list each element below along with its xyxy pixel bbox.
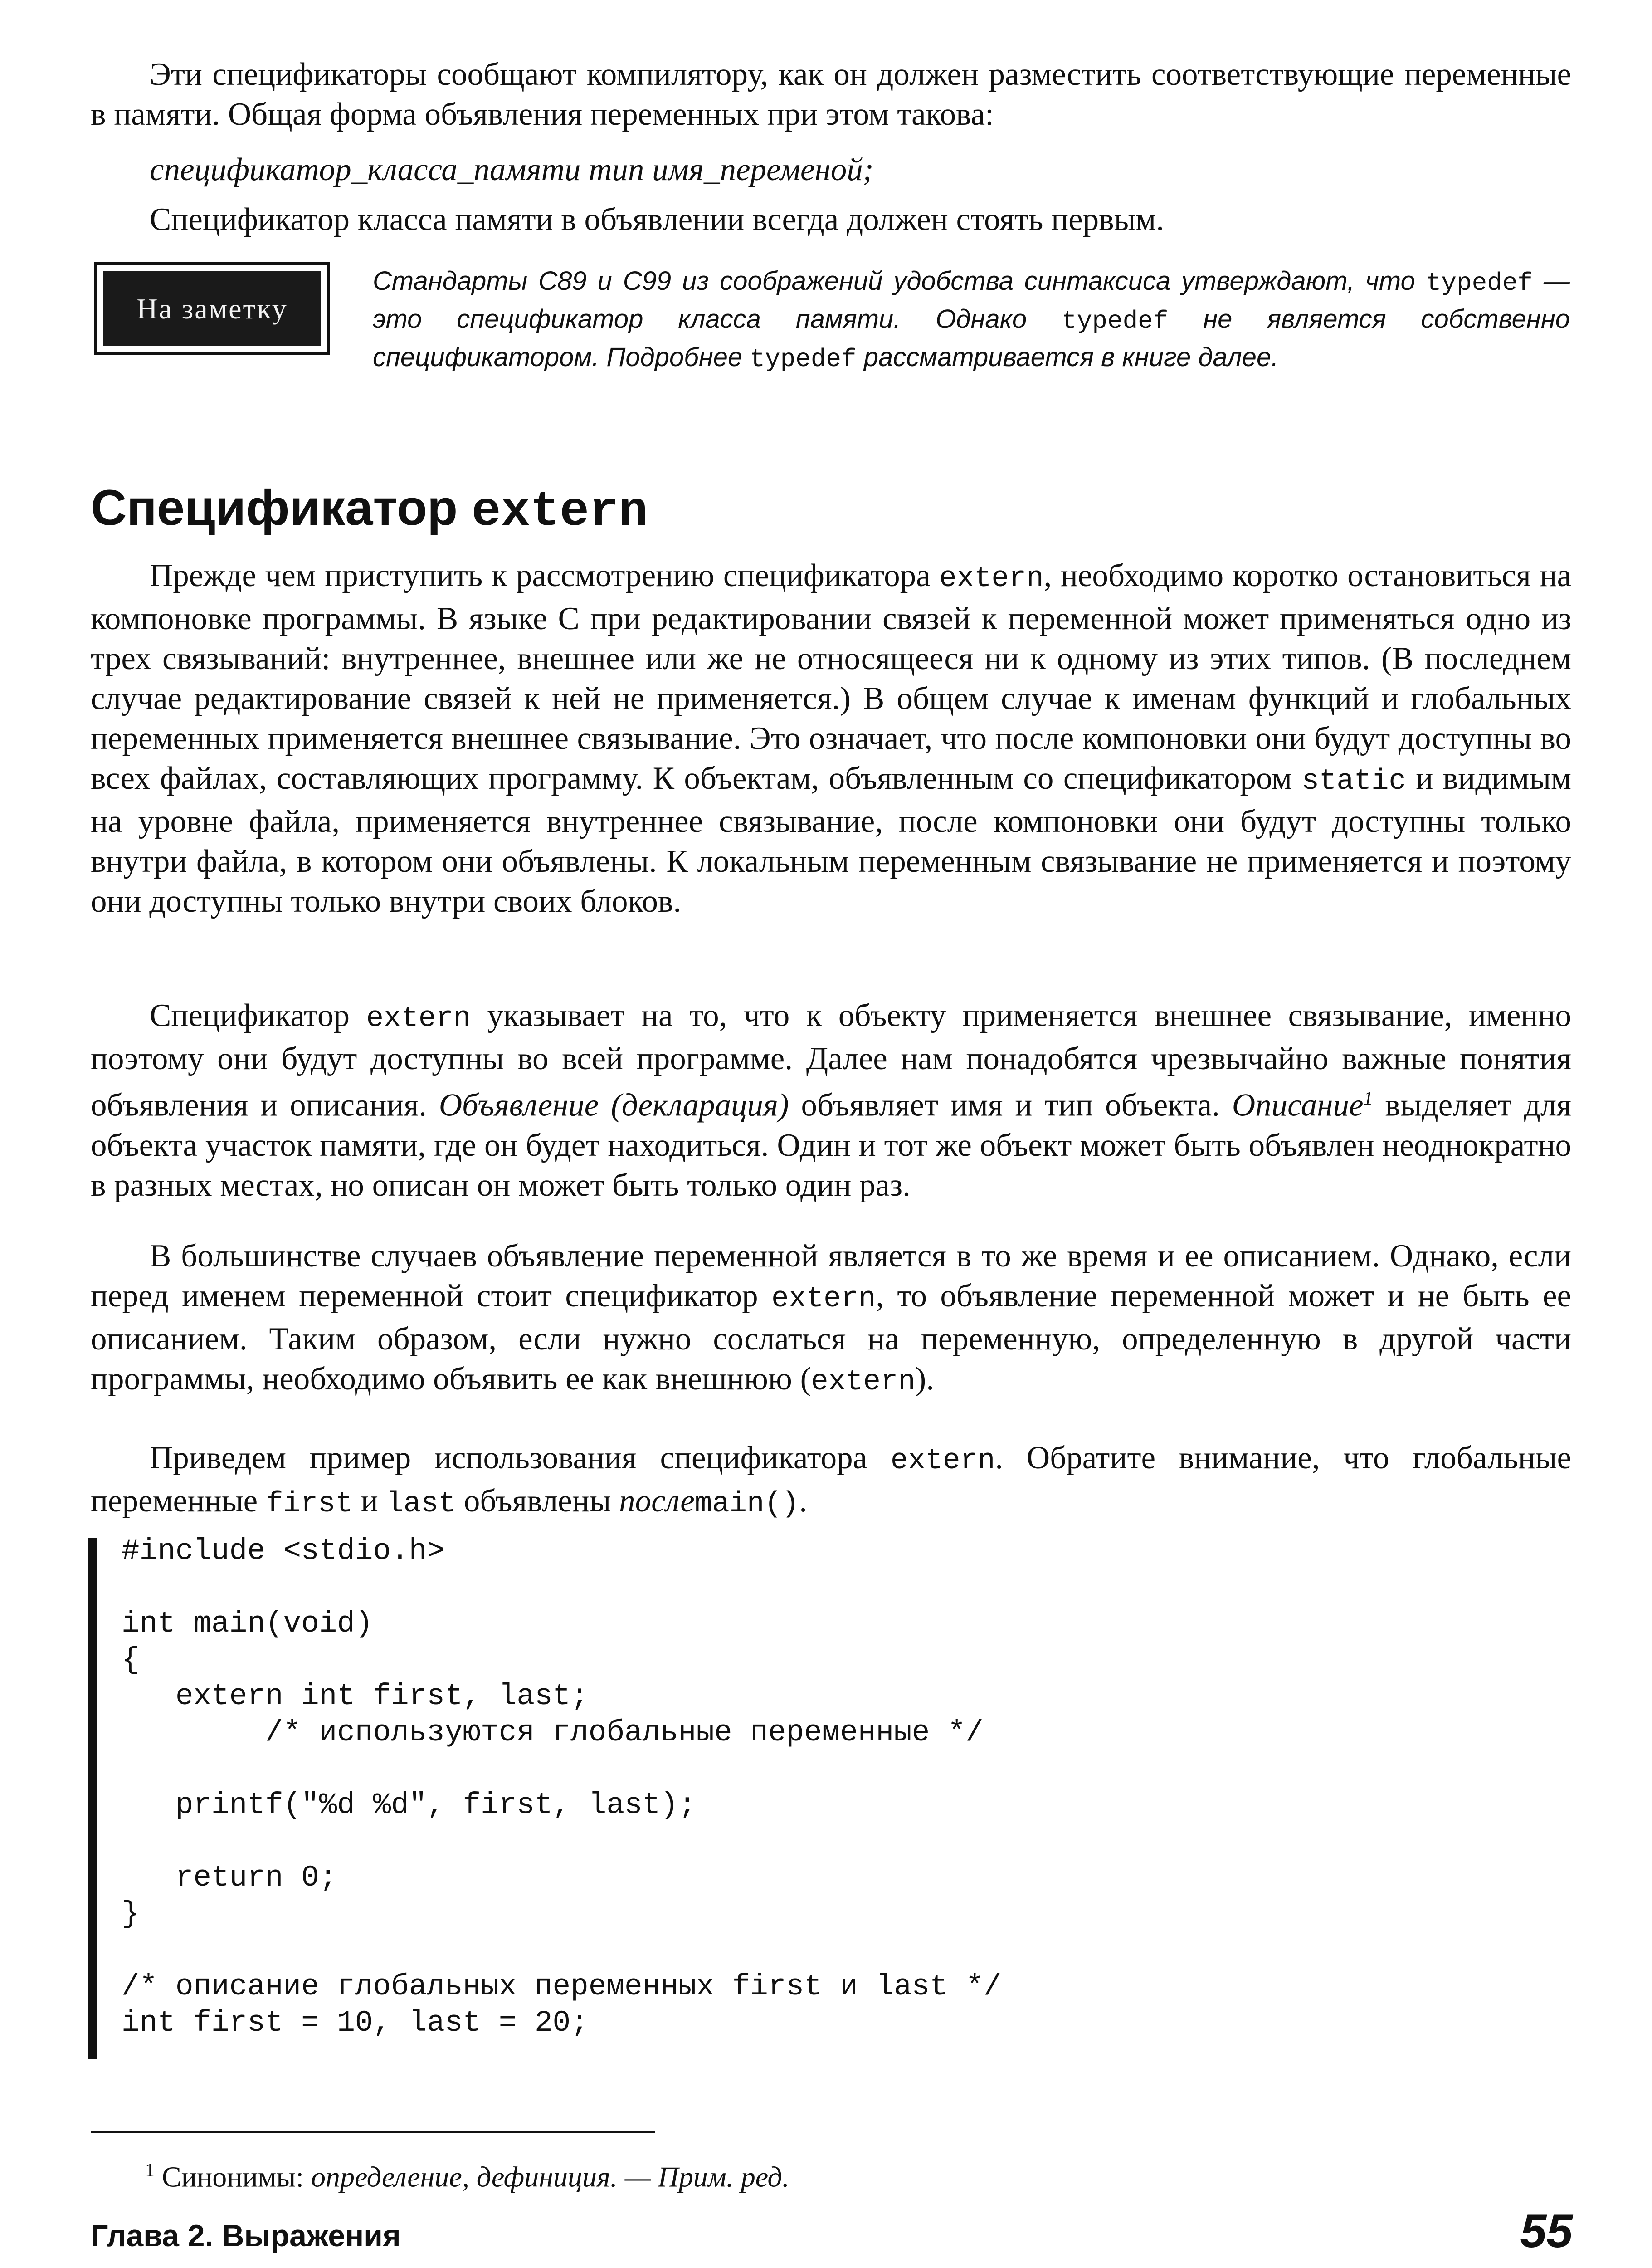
text-run: В большинстве случаев объявление переменной является в то же время и ее описанием. Однако, если перед именем переменной стоит спецификатор [91, 1238, 1571, 1314]
italic-term: после [619, 1483, 695, 1519]
text-run: , то объявление переменной может и не быть ее описанием. Таким образом, если нужно сослаться на переменную, определенную в другой части программы, необходимо объявить ее как внешнюю ( [91, 1278, 1572, 1397]
intro-paragraph [91, 54, 1571, 134]
note-code: typedef [1062, 307, 1169, 336]
code-listing: #include <stdio.h> int main(void) { extern int first, last; /* используются глобальные переменные */ printf("%d %d", first, last); return 0; } /* описание глобальных переменных first и last */ int first = 10, last = 20; [122, 1534, 1002, 2040]
syntax-line: спецификатор_класса_памяти тип имя_переменой; [150, 152, 874, 187]
text-run: и видимым на уровне файла, применяется внутреннее связывание, после компоновки они будут доступны только внутри файла, в котором они объявлены. К локальным переменным связывание не применяется и поэтому они доступны только внутри своих блоков. [91, 761, 1571, 919]
text-run: , необходимо коротко остановиться на компоновке программы. В языке C при редактировании связей к переменной может применяться одно из трех связываний: внутреннее, внешнее или же не относящееся ни к одному из этих типов. (В последнем случае редактирование связей к ней не применяется.) В общем случае к именам функций и глобальных переменных применяется внешнее связывание. Это означает, что после компоновки они будут доступны во всех файлах, составляющих программу. К объектам, объявленным со спецификатором [91, 558, 1571, 796]
footnote-text: Синонимы: [155, 2160, 311, 2193]
note-text [373, 263, 1570, 377]
text-run: . Обратите внимание, что глобальные переменные [91, 1440, 1571, 1519]
text-run: Спецификатор [150, 998, 366, 1033]
text-run: выделяет для объекта участок памяти, где он будет находиться. Один и тот же объект может быть объявлен неоднократно в разных местах, но описан он может быть только один раз. [91, 1087, 1571, 1203]
text-run: объявлены [456, 1483, 619, 1519]
intro-paragraph-2 [91, 200, 1571, 240]
page-number: 55 [1520, 2205, 1573, 2258]
text-run: . [799, 1483, 808, 1519]
inline-code: last [386, 1488, 456, 1520]
italic-term: Объявление (декларация) [439, 1087, 789, 1123]
inline-code: extern [366, 1002, 471, 1035]
section-heading [91, 476, 648, 544]
italic-term: Описание [1232, 1087, 1364, 1123]
note-text-part: рассматривается в книге далее. [856, 342, 1279, 372]
inline-code: first [265, 1488, 353, 1520]
heading-code: extern [471, 484, 648, 540]
paragraph-linkage [91, 556, 1571, 921]
note-badge [94, 262, 330, 355]
text-run: Прежде чем приступить к рассмотрению спецификатора [150, 558, 940, 593]
heading-text: Спецификатор [91, 480, 472, 536]
note-text-part: не является собственно спецификатором. Подробнее [373, 304, 1570, 372]
note-badge-label: На заметку [103, 271, 321, 346]
footnote-ref: 1 [1363, 1088, 1373, 1109]
text-run: ). [915, 1361, 935, 1397]
note-code: typedef [1426, 269, 1533, 298]
chapter-title: Глава 2. Выражения [91, 2219, 401, 2253]
inline-code: extern [939, 562, 1044, 595]
inline-code: extern [890, 1445, 995, 1477]
footnote-divider [91, 2131, 655, 2133]
footnote [145, 2150, 789, 2197]
paragraph-example [91, 1438, 1571, 1524]
text-run: указывает на то, что к объекту применяется внешнее связывание, именно поэтому они будут доступны во всей программе. Далее нам понадобятся чрезвычайно важные понятия объявления и описания. [91, 998, 1571, 1123]
intro-text: Эти спецификаторы сообщают компилятору, как он должен разместить соответствующие переменные в памяти. Общая форма объявления переменных при этом такова: [91, 57, 1571, 132]
note-text-part: — это спецификатор класса памяти. Однако [373, 266, 1570, 334]
note-code: typedef [750, 345, 857, 374]
paragraph-declaration [91, 1236, 1571, 1402]
paragraph-extern [91, 996, 1571, 1205]
inline-code: extern [811, 1366, 916, 1398]
intro-text-2: Спецификатор класса памяти в объявлении всегда должен стоять первым. [150, 202, 1164, 237]
code-block-bar [88, 1538, 97, 2059]
note-text-part: Стандарты C89 и C99 из соображений удобства синтаксиса утверждают, что [373, 266, 1426, 296]
footnote-italic: определение, дефиниция. — Прим. ред. [311, 2160, 789, 2193]
inline-code: main() [694, 1488, 799, 1520]
inline-code: static [1301, 765, 1406, 798]
text-run: Приведем пример использования спецификатора [150, 1440, 891, 1476]
inline-code: extern [771, 1283, 876, 1315]
text-run: объявляет имя и тип объекта. [789, 1087, 1232, 1123]
footnote-number: 1 [145, 2160, 155, 2181]
text-run: и [352, 1483, 386, 1519]
